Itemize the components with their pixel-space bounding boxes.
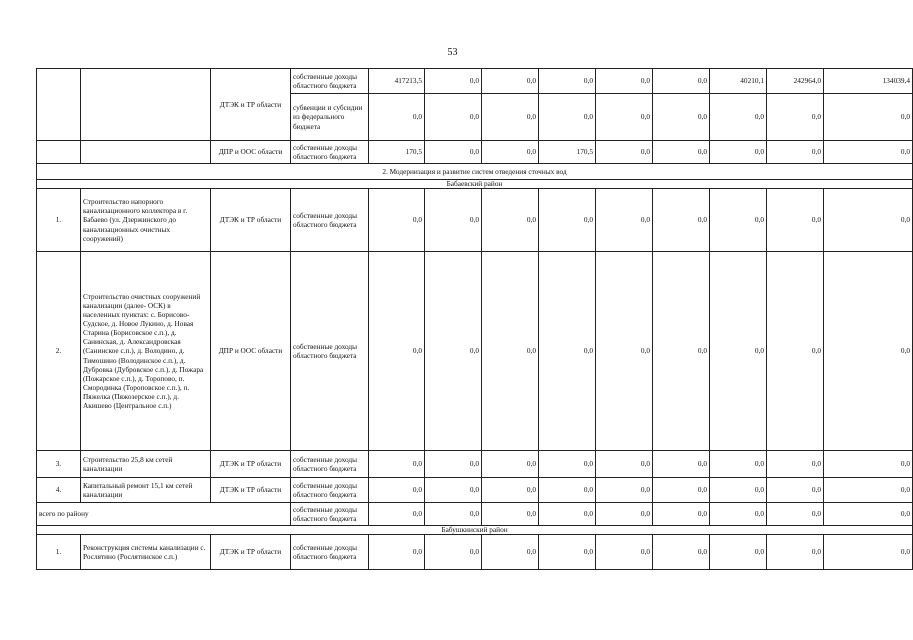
value-cell: 0,0 — [710, 94, 767, 141]
source-cell: собственные доходы областного бюджета — [291, 141, 369, 164]
value-cell: 0,0 — [482, 478, 539, 503]
value-cell: 0,0 — [425, 69, 482, 94]
value-cell: 0,0 — [710, 503, 767, 526]
value-cell: 0,0 — [425, 252, 482, 451]
value-cell: 0,0 — [710, 189, 767, 252]
value-cell: 0,0 — [653, 535, 710, 570]
index-cell: 4. — [37, 478, 81, 503]
value-cell: 0,0 — [369, 451, 425, 478]
value-cell: 0,0 — [482, 535, 539, 570]
executor-cell: ДТЭК и ТР области — [211, 69, 291, 141]
value-cell: 0,0 — [425, 189, 482, 252]
value-cell: 0,0 — [710, 252, 767, 451]
budget-table — [36, 68, 913, 570]
table-row — [37, 451, 913, 478]
name-cell: Реконструкция системы канализации с. Рослятино (Рослятинское с.п.) — [81, 535, 211, 570]
value-cell: 134039,4 — [824, 69, 913, 94]
index-cell: 2. — [37, 252, 81, 451]
value-cell: 0,0 — [596, 252, 653, 451]
value-cell: 0,0 — [425, 503, 482, 526]
value-cell: 0,0 — [425, 451, 482, 478]
value-cell: 0,0 — [596, 141, 653, 164]
value-cell: 0,0 — [482, 252, 539, 451]
value-cell: 0,0 — [824, 503, 913, 526]
value-cell: 0,0 — [482, 141, 539, 164]
page-number: 53 — [447, 47, 458, 58]
executor-cell: ДПР и ООС области — [211, 252, 291, 451]
source-cell: собственные доходы областного бюджета — [291, 451, 369, 478]
value-cell: 0,0 — [482, 451, 539, 478]
value-cell: 0,0 — [824, 189, 913, 252]
value-cell: 0,0 — [482, 503, 539, 526]
value-cell: 0,0 — [482, 69, 539, 94]
table-row — [37, 189, 913, 252]
value-cell: 0,0 — [824, 451, 913, 478]
table-row — [37, 252, 913, 451]
value-cell: 0,0 — [710, 451, 767, 478]
value-cell: 0,0 — [653, 69, 710, 94]
value-cell: 0,0 — [369, 478, 425, 503]
value-cell: 0,0 — [539, 535, 596, 570]
value-cell: 0,0 — [767, 141, 824, 164]
total-row — [37, 503, 913, 526]
value-cell: 417213,5 — [369, 69, 425, 94]
district-title: Бабушкинский район — [37, 526, 913, 535]
index-cell — [37, 141, 81, 164]
value-cell: 0,0 — [653, 141, 710, 164]
value-cell: 0,0 — [482, 94, 539, 141]
source-cell: субвенции и субсидии из федерального бюджета — [291, 94, 369, 141]
table-row — [37, 141, 913, 164]
value-cell: 0,0 — [767, 94, 824, 141]
value-cell: 0,0 — [539, 503, 596, 526]
source-cell: собственные доходы областного бюджета — [291, 478, 369, 503]
district-title: Бабаевский район — [37, 180, 913, 189]
value-cell: 0,0 — [369, 503, 425, 526]
value-cell: 0,0 — [824, 94, 913, 141]
table-row — [37, 478, 913, 503]
executor-cell: ДПР и ООС области — [211, 141, 291, 164]
executor-cell: ДТЭК и ТР области — [211, 451, 291, 478]
section-row — [37, 164, 913, 180]
value-cell: 170,5 — [539, 141, 596, 164]
value-cell: 0,0 — [369, 94, 425, 141]
value-cell: 0,0 — [767, 535, 824, 570]
executor-cell: ДТЭК и ТР области — [211, 189, 291, 252]
value-cell: 0,0 — [369, 252, 425, 451]
value-cell: 0,0 — [539, 69, 596, 94]
value-cell: 0,0 — [369, 189, 425, 252]
value-cell: 0,0 — [653, 503, 710, 526]
value-cell: 0,0 — [539, 478, 596, 503]
index-cell — [37, 69, 81, 141]
name-cell: Строительство 25,8 км сетей канализации — [81, 451, 211, 478]
value-cell: 0,0 — [596, 189, 653, 252]
value-cell: 0,0 — [767, 252, 824, 451]
executor-cell: ДТЭК и ТР области — [211, 478, 291, 503]
source-cell: собственные доходы областного бюджета — [291, 503, 369, 526]
source-cell: собственные доходы областного бюджета — [291, 535, 369, 570]
value-cell: 0,0 — [653, 451, 710, 478]
value-cell: 0,0 — [824, 141, 913, 164]
value-cell: 0,0 — [539, 189, 596, 252]
value-cell: 0,0 — [539, 451, 596, 478]
total-label: всего по району — [37, 503, 291, 526]
section-title: 2. Модернизация и развитие систем отведения сточных вод — [37, 164, 913, 180]
name-cell — [81, 69, 211, 141]
value-cell: 0,0 — [767, 189, 824, 252]
value-cell: 0,0 — [824, 535, 913, 570]
district-row — [37, 180, 913, 189]
name-cell: Строительство напорного канализационного коллектора в г. Бабаево (ул. Дзержинского до канализационных очистных сооружений) — [81, 189, 211, 252]
value-cell: 0,0 — [767, 451, 824, 478]
index-cell: 1. — [37, 535, 81, 570]
value-cell: 0,0 — [596, 478, 653, 503]
value-cell: 0,0 — [596, 503, 653, 526]
value-cell: 0,0 — [596, 69, 653, 94]
value-cell: 0,0 — [425, 94, 482, 141]
index-cell: 1. — [37, 189, 81, 252]
value-cell: 0,0 — [425, 478, 482, 503]
name-cell: Строительство очистных сооружений канализации (далее- ОСК) в населенных пунктах: с. Борисово-Судское, д. Новое Лукино, д. Новая Старина (Борисовское с.п.), д. Санинская, д. Александровская (Санинское с.п.), д. Володино, д. Тимошино (Володинское с.п.), д. Дубровка (Дубровское с.п.), д. Пожара (Пожарское с.п.), д. Торопово, п. Смородинка (Тороповское с.п.), п. Пяжелка (Пяжозерское с.п.), д. Акишево (Центральное с.п.) — [81, 252, 211, 451]
source-cell: собственные доходы областного бюджета — [291, 189, 369, 252]
value-cell: 0,0 — [369, 535, 425, 570]
value-cell: 0,0 — [596, 451, 653, 478]
value-cell: 0,0 — [653, 189, 710, 252]
value-cell: 0,0 — [596, 535, 653, 570]
value-cell: 0,0 — [767, 503, 824, 526]
value-cell: 0,0 — [539, 94, 596, 141]
table-row — [37, 535, 913, 570]
value-cell: 0,0 — [596, 94, 653, 141]
value-cell: 0,0 — [653, 252, 710, 451]
value-cell: 0,0 — [425, 141, 482, 164]
value-cell: 40210,1 — [710, 69, 767, 94]
value-cell: 0,0 — [653, 94, 710, 141]
value-cell: 0,0 — [482, 189, 539, 252]
value-cell: 0,0 — [710, 141, 767, 164]
value-cell: 0,0 — [539, 252, 596, 451]
name-cell: Капитальный ремонт 15,1 км сетей канализации — [81, 478, 211, 503]
source-cell: собственные доходы областного бюджета — [291, 252, 369, 451]
value-cell: 0,0 — [824, 478, 913, 503]
value-cell: 0,0 — [653, 478, 710, 503]
value-cell: 0,0 — [710, 478, 767, 503]
value-cell: 170,5 — [369, 141, 425, 164]
name-cell — [81, 141, 211, 164]
source-cell: собственные доходы областного бюджета — [291, 69, 369, 94]
value-cell: 242964,0 — [767, 69, 824, 94]
value-cell: 0,0 — [824, 252, 913, 451]
executor-cell: ДТЭК и ТР области — [211, 535, 291, 570]
value-cell: 0,0 — [767, 478, 824, 503]
index-cell: 3. — [37, 451, 81, 478]
district-row — [37, 526, 913, 535]
value-cell: 0,0 — [710, 535, 767, 570]
value-cell: 0,0 — [425, 535, 482, 570]
table-row — [37, 69, 913, 94]
